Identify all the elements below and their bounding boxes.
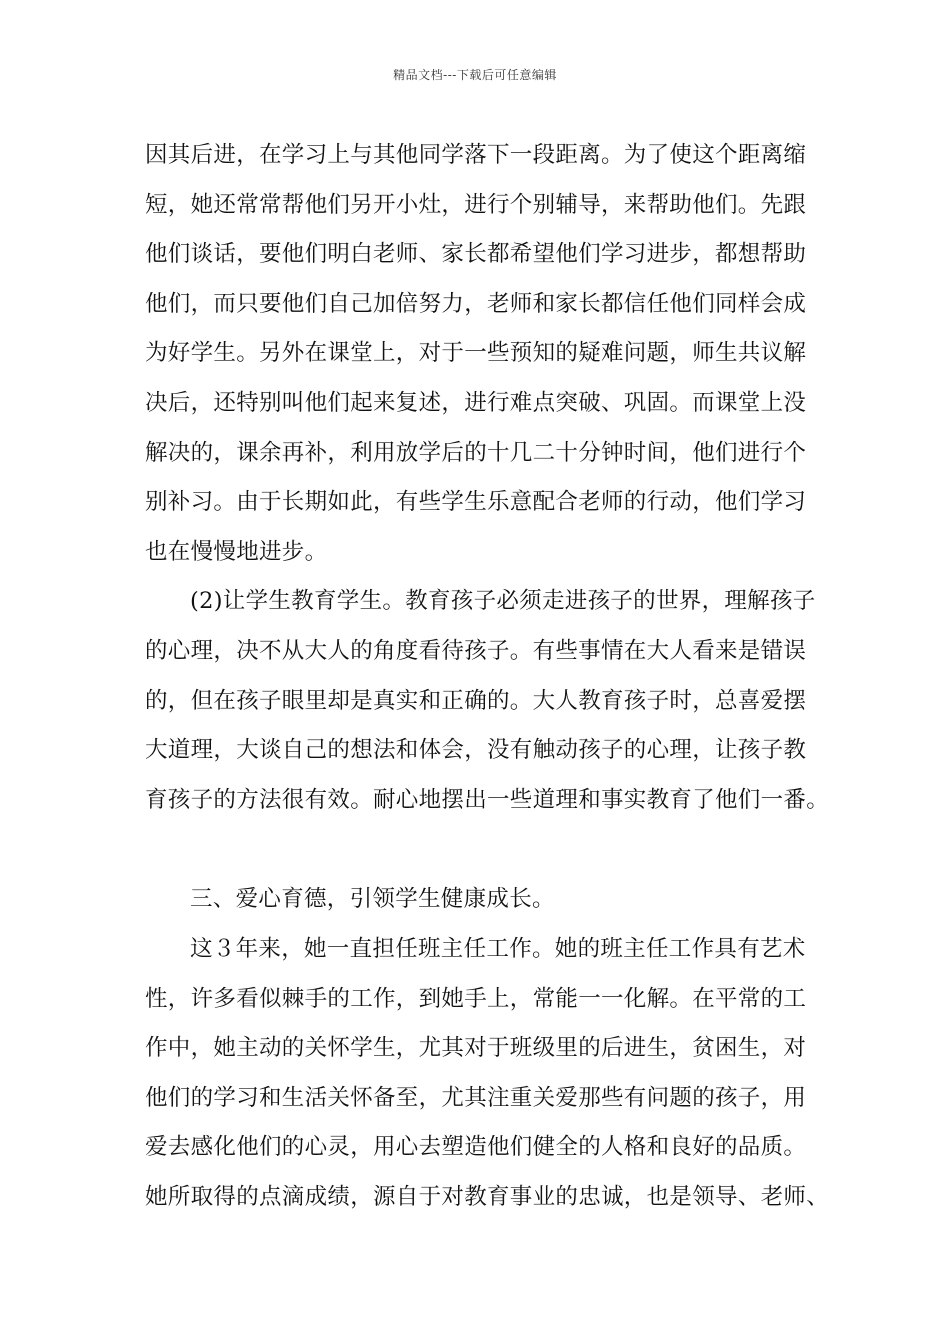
text-line: 大道理，大谈自己的想法和体会，没有触动孩子的心理，让孩子教 (145, 737, 807, 764)
text-line: 他们的学习和生活关怀备至，尤其注重关爱那些有问题的孩子，用 (145, 1084, 807, 1111)
text-line: 短，她还常常帮他们另开小灶，进行个别辅导，来帮助他们。先跟 (145, 191, 807, 218)
text-line: 的，但在孩子眼里却是真实和正确的。大人教育孩子时，总喜爱摆 (145, 687, 807, 714)
text-line: 因其后进，在学习上与其他同学落下一段距离。为了使这个距离缩 (145, 142, 807, 168)
paragraph-gap (145, 825, 825, 875)
paragraph-1 (145, 131, 825, 577)
text-line: 爱去感化他们的心灵，用心去塑造他们健全的人格和良好的品质。 (145, 1134, 807, 1161)
text-line: 育孩子的方法很有效。耐心地摆出一些道理和事实教育了他们一番。 (145, 786, 830, 813)
page-header: 精品文档---下载后可任意编辑 (393, 68, 557, 82)
text-line: 作中，她主动的关怀学生，尤其对于班级里的后进生，贫困生，对 (145, 1035, 807, 1062)
text-line: 她所取得的点滴成绩，源自于对教育事业的忠诚，也是领导、老师、 (145, 1183, 830, 1210)
text-line: 也在慢慢地进步。 (145, 538, 328, 565)
text-line: 他们，而只要他们自己加倍努力，老师和家长都信任他们同样会成 (145, 290, 807, 317)
paragraph-3 (145, 925, 830, 1223)
section-heading: 三、爱心育德，引领学生健康成长。 (190, 886, 555, 913)
text-line: 性，许多看似棘手的工作，到她手上，常能一一化解。在平常的工 (145, 985, 807, 1012)
text-line: 为好学生。另外在课堂上，对于一些预知的疑难问题，师生共议解 (145, 340, 807, 367)
text-line: 他们谈话，要他们明白老师、家长都希望他们学习进步，都想帮助 (145, 241, 807, 268)
text-line: (2)让学生教育学生。教育孩子必须走进孩子的世界，理解孩子 (190, 588, 816, 615)
text-line: 决后，还特别叫他们起来复述，进行难点突破、巩固。而课堂上没 (145, 389, 807, 416)
text-line: 别补习。由于长期如此，有些学生乐意配合老师的行动，他们学习 (145, 489, 807, 516)
text-line: 解决的，课余再补，利用放学后的十几二十分钟时间，他们进行个 (145, 439, 807, 466)
paragraph-2 (145, 577, 830, 825)
document-body (145, 131, 830, 1222)
text-line: 这３年来，她一直担任班主任工作。她的班主任工作具有艺术 (190, 935, 806, 962)
text-line: 的心理，决不从大人的角度看待孩子。有些事情在大人看来是错误 (145, 637, 807, 664)
